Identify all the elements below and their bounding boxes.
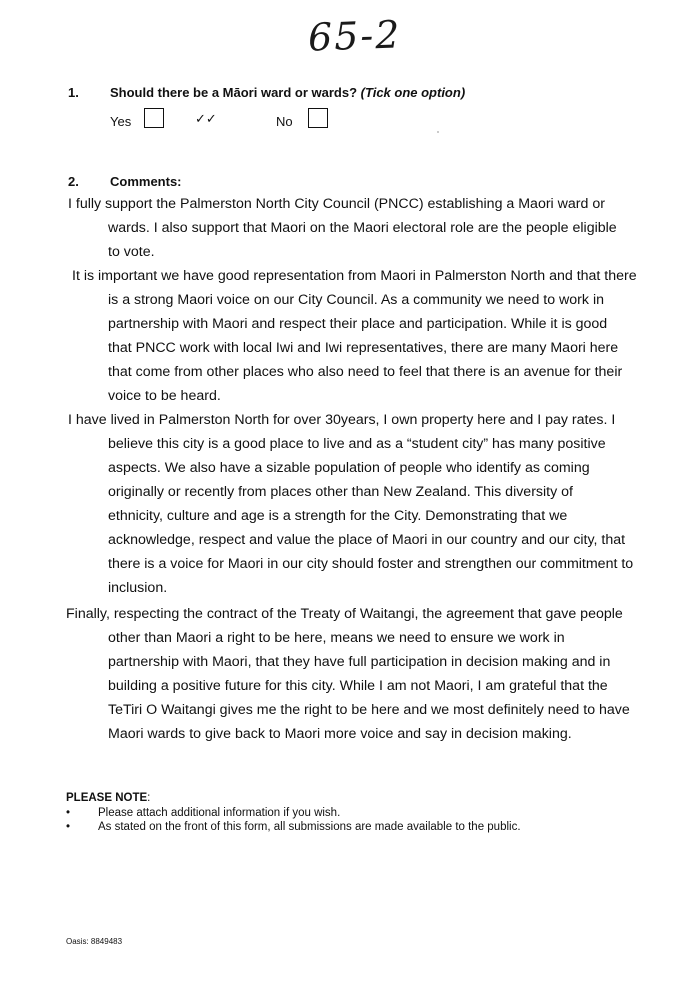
question-1-number: 1. xyxy=(68,85,79,100)
oasis-reference: Oasis: 8849483 xyxy=(66,937,123,946)
handwritten-submission-number: 65-2 xyxy=(307,12,403,60)
comment-line: I have lived in Palmerston North for over 30years, I own property here and I pay rates. I xyxy=(68,412,616,428)
comment-line: believe this city is a good place to live and as a “student city” has many positive xyxy=(108,436,606,452)
comment-line: to vote. xyxy=(108,244,155,260)
no-checkbox[interactable] xyxy=(308,108,328,128)
no-label: No xyxy=(276,114,293,129)
bullet-dot: • xyxy=(66,807,71,819)
question-1-instruction: (Tick one option) xyxy=(360,85,466,100)
comment-line: TeTiri O Waitangi gives me the right to be here and we most definitely need to have xyxy=(108,702,630,718)
comments-heading: Comments: xyxy=(110,174,182,189)
yes-label: Yes xyxy=(110,114,132,129)
bullet-dot: • xyxy=(66,821,71,833)
comment-line: acknowledge, respect and value the place of Maori in our country and our city, that xyxy=(108,532,626,548)
comment-line: other than Maori a right to be here, means we need to ensure we work in xyxy=(108,630,565,646)
question-1-text xyxy=(110,85,465,100)
comment-line: that PNCC work with local Iwi and Iwi representatives, there are many Maori here xyxy=(108,340,619,356)
comment-line: there is a voice for Maori in our city should foster and strengthen our commitment to xyxy=(108,556,634,572)
comment-line: ethnicity, culture and age is a strength for the City. Demonstrating that we xyxy=(108,508,568,524)
scan-speck xyxy=(437,131,439,133)
comment-line: Finally, respecting the contract of the Treaty of Waitangi, the agreement that gave people xyxy=(66,606,623,622)
comment-line: It is important we have good representation from Maori in Palmerston North and that there xyxy=(72,268,637,284)
please-note-colon: : xyxy=(147,792,151,804)
comment-line: Maori wards to give back to Maori more voice and say in decision making. xyxy=(108,726,572,742)
comment-line: originally or recently from places other than New Zealand. This diversity of xyxy=(108,484,573,500)
comment-line: wards. I also support that Maori on the Maori electoral role are the people eligible xyxy=(108,220,617,236)
comment-line: building a positive future for this city. While I am not Maori, I am grateful that the xyxy=(108,678,608,694)
question-1-label: Should there be a Māori ward or wards? xyxy=(110,85,358,100)
yes-checkbox[interactable] xyxy=(144,108,164,128)
comment-line: that come from other places who also need to feel that there is an avenue for their xyxy=(108,364,623,380)
note-bullet-1: Please attach additional information if you wish. xyxy=(98,807,341,819)
comment-line: partnership with Maori and respect their place and participation. While it is good xyxy=(108,316,608,332)
comment-line: is a strong Maori voice on our City Council. As a community we need to work in xyxy=(108,292,604,308)
comment-line: I fully support the Palmerston North City Council (PNCC) establishing a Maori ward or xyxy=(68,196,605,212)
handwritten-ticks: ✓✓ xyxy=(195,111,217,126)
comment-line: partnership with Maori, that they have full participation in decision making and in xyxy=(108,654,611,670)
question-2-number: 2. xyxy=(68,174,79,189)
note-bullet-2: As stated on the front of this form, all submissions are made available to the public. xyxy=(98,821,521,833)
comment-line: voice to be heard. xyxy=(108,388,221,404)
comment-line: aspects. We also have a sizable population of people who identify as coming xyxy=(108,460,590,476)
please-note-heading xyxy=(66,792,150,804)
comment-line: inclusion. xyxy=(108,580,168,596)
please-note-title: PLEASE NOTE xyxy=(66,792,148,804)
